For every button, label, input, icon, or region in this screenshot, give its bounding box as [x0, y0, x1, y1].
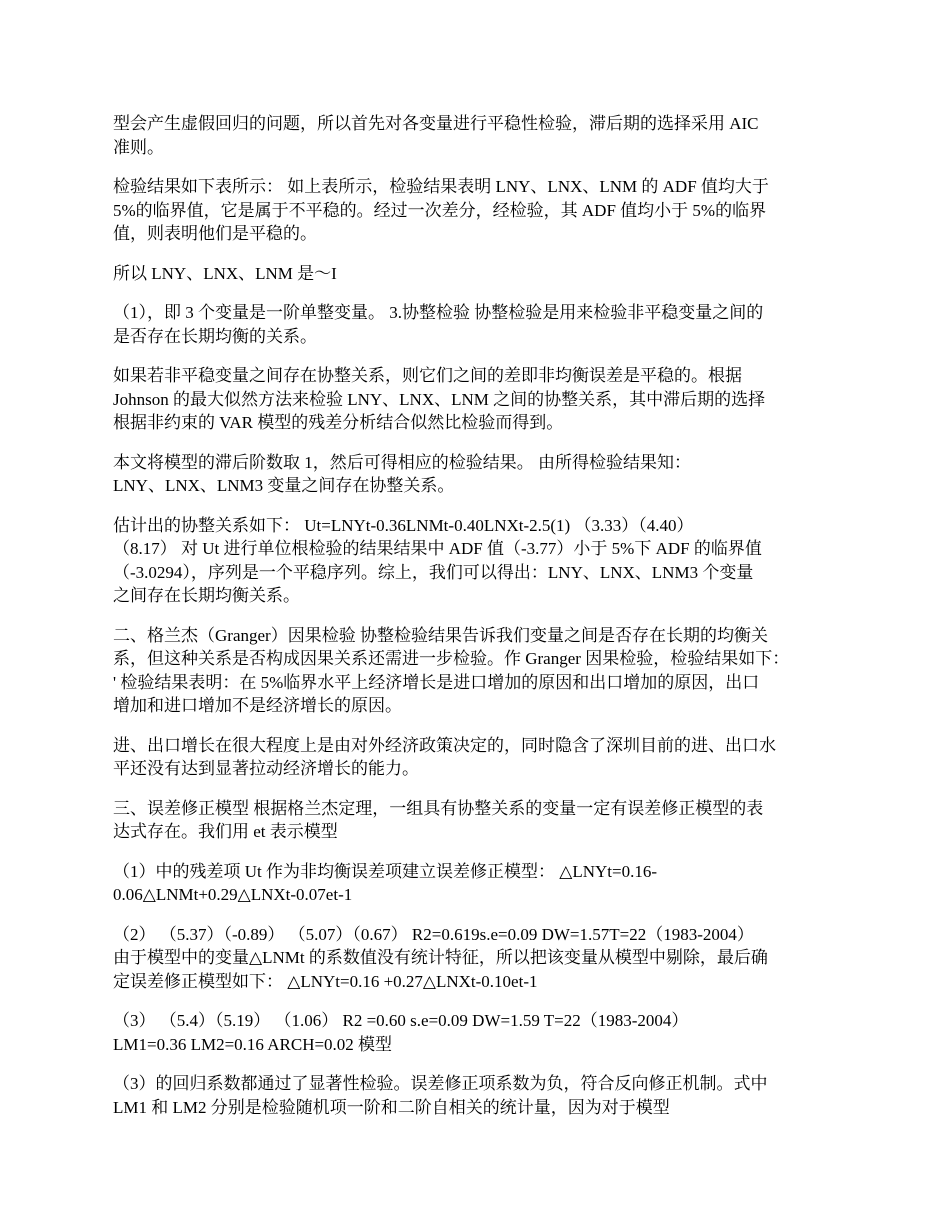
text-line: LM1 和 LM2 分别是检验随机项一阶和二阶自相关的统计量，因为对于模型	[113, 1097, 670, 1117]
text-line: 系，但这种关系是否构成因果关系还需进一步检验。作 Granger 因果检验，检验结果如下：	[113, 649, 790, 668]
paragraph-11	[113, 860, 835, 907]
text-line: ' 检验结果表明：在 5%临界水平上经济增长是进口增加的原因和出口增加的原因，出口	[113, 672, 760, 692]
text-line: （8.17） 对 Ut 进行单位根检验的结果结果中 ADF 值（-3.77）小于 5%下 ADF 的临界值	[113, 539, 762, 558]
text-line: 本文将模型的滞后阶数取 1，然后可得相应的检验结果。 由所得检验结果知：	[113, 452, 691, 472]
text-line: 三、误差修正模型 根据格兰杰定理，一组具有协整关系的变量一定有误差修正模型的表	[113, 798, 764, 818]
text-line: 定误差修正模型如下： △LNYt=0.16 +0.27△LNXt-0.10et-1	[113, 971, 538, 991]
text-line: 值，则表明他们是平稳的。	[113, 224, 317, 243]
document-page	[113, 112, 835, 1135]
text-line: 准则。	[113, 137, 164, 157]
text-line: 检验结果如下表所示： 如上表所示，检验结果表明 LNY、LNX、LNM 的 ADF 值均大于	[113, 177, 769, 196]
text-line: 5%的临界值，它是属于不平稳的。经过一次差分，经检验，其 ADF 值均小于 5%的临界	[113, 200, 767, 220]
text-line: 增加和进口增加不是经济增长的原因。	[113, 696, 402, 715]
text-line: 型会产生虚假回归的问题，所以首先对各变量进行平稳性检验，滞后期的选择采用 AIC	[113, 114, 759, 133]
text-line: （3） （5.4）（5.19） （1.06） R2 =0.60 s.e=0.09 DW=1.59 T=22（1983-2004）	[113, 1011, 689, 1030]
paragraph-14	[113, 1072, 835, 1119]
text-line: （3）的回归系数都通过了显著性检验。误差修正项系数为负，符合反向修正机制。式中	[113, 1074, 768, 1093]
paragraph-8	[113, 624, 835, 718]
text-line: （-3.0294），序列是一个平稳序列。综上，我们可以得出：LNY、LNX、LNM3 个变量	[113, 562, 754, 582]
paragraph-4	[113, 301, 835, 348]
text-line: LM1=0.36 LM2=0.16 ARCH=0.02 模型	[113, 1034, 393, 1054]
paragraph-7	[113, 514, 835, 608]
paragraph-12	[113, 923, 835, 994]
paragraph-10	[113, 797, 835, 844]
paragraph-6	[113, 451, 835, 498]
text-line: LNY、LNX、LNM3 变量之间存在协整关系。	[113, 476, 455, 495]
text-line: （1）中的残差项 Ut 作为非均衡误差项建立误差修正模型： △LNYt=0.16-	[113, 861, 657, 881]
text-line: 进、出口增长在很大程度上是由对外经济政策决定的，同时隐含了深圳目前的进、出口水	[113, 735, 776, 755]
paragraph-9	[113, 734, 835, 781]
paragraph-2	[113, 175, 835, 246]
paragraph-13	[113, 1009, 835, 1056]
text-line: 估计出的协整关系如下： Ut=LNYt-0.36LNMt-0.40LNXt-2.5(1) （3.33）（4.40）	[113, 515, 694, 535]
text-line: 达式存在。我们用 et 表示模型	[113, 822, 338, 841]
text-line: 根据非约束的 VAR 模型的残差分析结合似然比检验而得到。	[113, 413, 564, 432]
text-line: 如果若非平稳变量之间存在协整关系，则它们之间的差即非均衡误差是平稳的。根据	[113, 366, 742, 385]
text-line: 平还没有达到显著拉动经济增长的能力。	[113, 759, 419, 778]
text-line: 0.06△LNMt+0.29△LNXt-0.07et-1	[113, 885, 353, 904]
text-line: 之间存在长期均衡关系。	[113, 586, 300, 605]
text-line: （2） （5.37）（-0.89） （5.07）（0.67） R2=0.619s.e=0.09 DW=1.57T=22（1983-2004）	[113, 924, 754, 944]
text-line: 所以 LNY、LNX、LNM 是～I	[113, 263, 337, 283]
text-line: 由于模型中的变量△LNMt 的系数值没有统计特征，所以把该变量从模型中剔除，最后确	[113, 948, 768, 967]
paragraph-3	[113, 262, 835, 286]
paragraph-5	[113, 364, 835, 435]
paragraph-1	[113, 112, 835, 159]
text-line: Johnson 的最大似然方法来检验 LNY、LNX、LNM 之间的协整关系，其中滞后期的选择	[113, 389, 766, 409]
text-line: 是否存在长期均衡的关系。	[113, 326, 317, 346]
text-line: （1），即 3 个变量是一阶单整变量。 3.协整检验 协整检验是用来检验非平稳变量之间的	[113, 303, 764, 322]
text-line: 二、格兰杰（Granger）因果检验 协整检验结果告诉我们变量之间是否存在长期的均衡关	[113, 625, 768, 645]
